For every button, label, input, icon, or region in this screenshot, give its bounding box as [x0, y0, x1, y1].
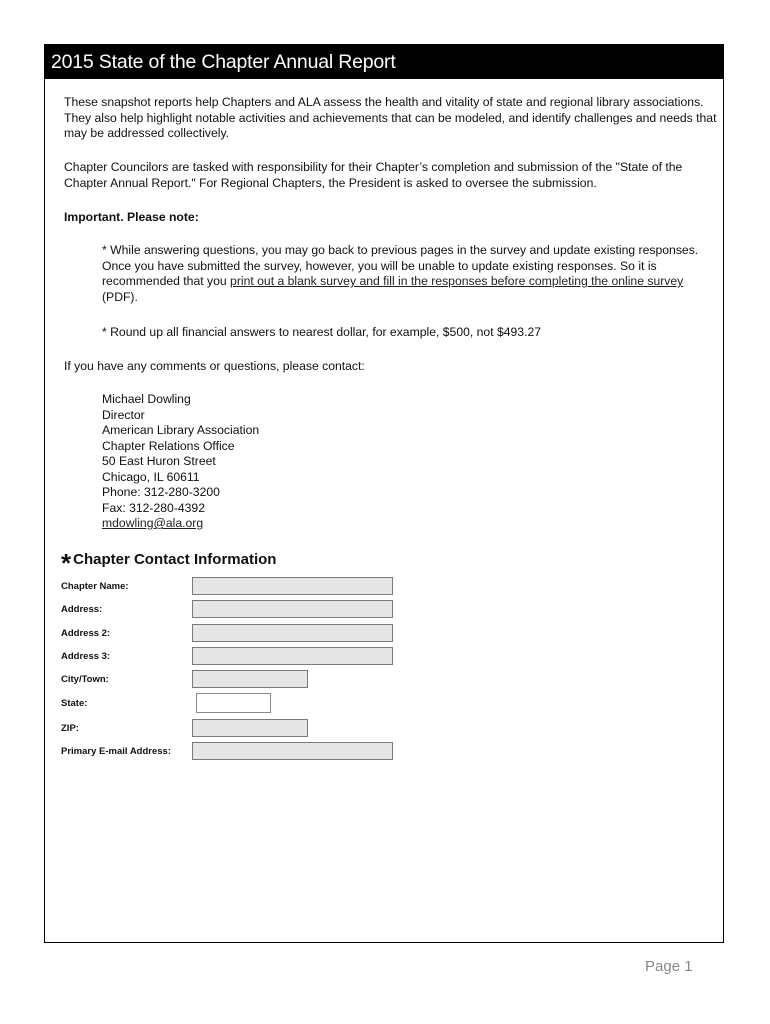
contact-office: Chapter Relations Office — [102, 438, 235, 453]
blank-survey-link[interactable]: print out a blank survey and fill in the responses before completing the online survey — [230, 274, 684, 289]
city-row — [61, 669, 308, 689]
contact-organization: American Library Association — [102, 423, 260, 437]
note-survey-suffix: (PDF). — [102, 289, 138, 304]
address3-input[interactable] — [192, 647, 393, 665]
contact-email-link[interactable]: mdowling@ala.org — [102, 516, 204, 530]
zip-label: ZIP: — [61, 722, 79, 734]
zip-row — [61, 718, 308, 738]
address-input[interactable] — [192, 600, 393, 618]
note-survey-text: * While answering questions, you may go back to previous pages in the survey and update existing responses. Once you have submitted the survey, however, you will be unable to update existing responses. So it is recommended that you — [102, 243, 699, 289]
required-asterisk-icon: * — [61, 548, 72, 578]
address-label: Address: — [61, 603, 103, 615]
contact-fax: Fax: 312-280-4392 — [102, 500, 205, 515]
contact-address — [102, 392, 259, 532]
city-label: City/Town: — [61, 673, 109, 685]
state-label: State: — [61, 697, 88, 709]
address3-label: Address 3: — [61, 650, 111, 662]
chapter-name-input[interactable] — [192, 577, 393, 595]
email-row — [61, 741, 393, 761]
contact-street: 50 East Huron Street — [102, 454, 216, 468]
intro-paragraph-2: Chapter Councilors are tasked with responsibility for their Chapter’s completion and submission of the "State of the Chapter Annual Report." For Regional Chapters, the President is asked to oversee the submission. — [64, 160, 683, 190]
chapter-name-row — [61, 576, 393, 596]
state-row — [61, 693, 271, 713]
intro-paragraph-1: These snapshot reports help Chapters and ALA assess the health and vitality of state and regional library associations. They also help highlight notable activities and achievements that can be modeled, and identify challenges and needs that may be addressed collectively. — [64, 95, 717, 141]
contact-intro: If you have any comments or questions, please contact: — [64, 359, 365, 373]
note-survey-update — [102, 243, 702, 305]
address2-row — [61, 623, 393, 643]
address2-label: Address 2: — [61, 627, 111, 639]
city-input[interactable] — [192, 670, 308, 688]
important-heading: Important. Please note: — [64, 210, 199, 224]
contact-name: Michael Dowling — [102, 392, 191, 406]
report-frame — [44, 44, 724, 943]
section-heading-text: Chapter Contact Information — [73, 551, 277, 568]
email-label: Primary E-mail Address: — [61, 745, 171, 757]
page-title: 2015 State of the Chapter Annual Report — [45, 45, 723, 79]
address-row — [61, 599, 393, 619]
page-number: Page 1 — [645, 958, 693, 975]
zip-input[interactable] — [192, 719, 308, 737]
contact-phone: Phone: 312-280-3200 — [102, 485, 220, 499]
address2-input[interactable] — [192, 624, 393, 642]
note-financial: * Round up all financial answers to nearest dollar, for example, $500, not $493.27 — [102, 325, 542, 339]
state-input[interactable] — [196, 693, 271, 713]
section-heading — [61, 548, 277, 578]
chapter-name-label: Chapter Name: — [61, 580, 129, 592]
email-input[interactable] — [192, 742, 393, 760]
contact-city: Chicago, IL 60611 — [102, 469, 200, 484]
contact-role: Director — [102, 407, 145, 422]
address3-row — [61, 646, 393, 666]
